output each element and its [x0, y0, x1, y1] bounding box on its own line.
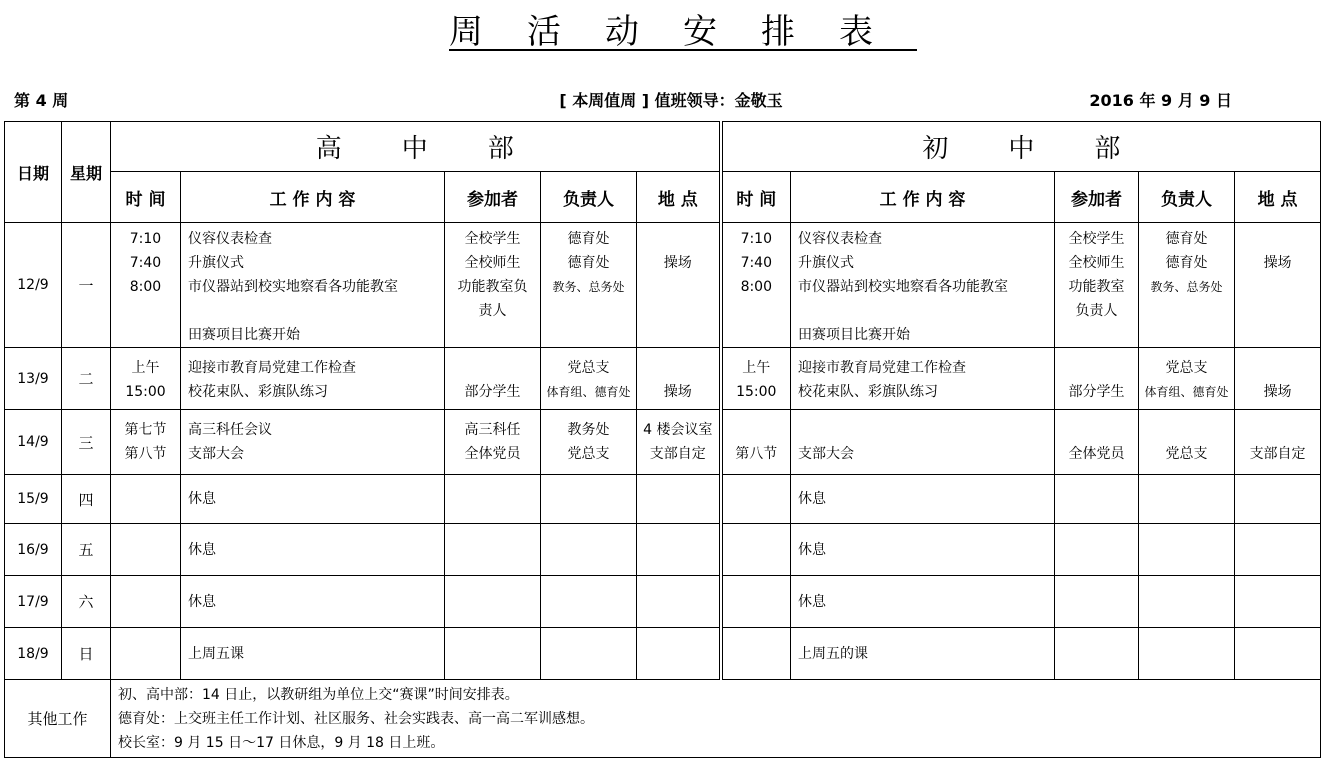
middle-participants-cell: [1055, 475, 1139, 524]
weekday-cell: 六: [62, 576, 111, 628]
header-middle-content: 工 作 内 容: [791, 172, 1055, 223]
middle-participants-cell: [1055, 576, 1139, 628]
other-work-line: 校长室：9 月 15 日～17 日休息，9 月 18 日上班。: [118, 734, 445, 751]
middle-time-line: 第八节: [735, 446, 778, 462]
middle-responsible-cell: [1139, 475, 1235, 524]
high-location-line: 4 楼会议室: [643, 422, 713, 438]
high-location-cell: [637, 410, 721, 475]
high-responsible-cell: [541, 223, 637, 348]
high-participants-cell: [445, 475, 541, 524]
date-cell: 14/9: [5, 410, 62, 475]
high-responsible-line: 德育处: [567, 231, 610, 247]
high-content-line: 仪容仪表检查: [188, 231, 272, 247]
other-work-line: 初、高中部：14 日止，以教研组为单位上交“赛课”时间安排表。: [118, 686, 519, 703]
high-participants-cell: [445, 524, 541, 576]
middle-responsible-cell: [1139, 524, 1235, 576]
middle-responsible-line: 教务、总务处: [1150, 280, 1223, 294]
middle-time-cell: [721, 475, 791, 524]
header-middle-school: 初中部: [721, 122, 1321, 172]
high-location-cell: [637, 628, 721, 680]
other-work-line: 德育处：上交班主任工作计划、社区服务、社会实践表、高一高二军训感想。: [118, 710, 594, 727]
high-content-line: 迎接市教育局党建工作检查: [188, 360, 356, 376]
high-location-cell: [637, 524, 721, 576]
middle-responsible-line: 党总支: [1165, 360, 1208, 376]
middle-participants-line: 全校学生: [1068, 231, 1125, 247]
middle-participants-line: 部分学生: [1068, 384, 1125, 400]
high-content-line: 支部大会: [188, 446, 244, 462]
high-content-cell: [181, 348, 445, 410]
table-row: [5, 410, 1321, 475]
middle-responsible-cell: [1139, 628, 1235, 680]
high-participants-line: 全体党员: [464, 446, 521, 462]
date-cell: 15/9: [5, 475, 62, 524]
header-high-participants: 参加者: [445, 172, 541, 223]
middle-content-line: 市仪器站到校实地察看各功能教室: [798, 279, 1009, 295]
middle-content-cell: [791, 348, 1055, 410]
high-participants-cell: [445, 223, 541, 348]
high-responsible-line: 教务处: [567, 422, 610, 438]
middle-location-cell: [1235, 223, 1321, 348]
table-row: [5, 223, 1321, 348]
high-content-line: 休息: [188, 491, 216, 507]
middle-content-line: 休息: [798, 541, 827, 558]
weekday-cell: 一: [62, 223, 111, 348]
high-participants-line: 部分学生: [464, 384, 521, 400]
table-row: [5, 524, 1321, 576]
other-work-content: [111, 680, 1321, 758]
high-content-cell: [181, 223, 445, 348]
high-time-cell: [111, 628, 181, 680]
header-middle-time: 时 间: [721, 172, 791, 223]
header-high-school: 高中部: [111, 122, 721, 172]
middle-time-line: 7:10: [740, 231, 773, 247]
high-responsible-cell: [541, 475, 637, 524]
header-middle-location: 地 点: [1235, 172, 1321, 223]
middle-participants-line: [1055, 356, 1138, 380]
other-work-label: 其他工作: [5, 680, 111, 758]
high-content-line: 升旗仪式: [188, 255, 244, 271]
middle-content-line: 上周五的课: [798, 645, 869, 662]
high-location-line: 支部自定: [649, 446, 706, 462]
high-responsible-cell: [541, 348, 637, 410]
weekday-cell: 三: [62, 410, 111, 475]
date-cell: 17/9: [5, 576, 62, 628]
middle-participants-cell: [1055, 410, 1139, 475]
middle-content-line: 休息: [798, 491, 827, 507]
middle-content-cell: [791, 628, 1055, 680]
high-time-line: 7:10: [129, 231, 162, 247]
high-time-cell: [111, 576, 181, 628]
high-responsible-line: 教务、总务处: [552, 280, 625, 294]
middle-responsible-cell: [1139, 576, 1235, 628]
table-row: [5, 576, 1321, 628]
date-cell: 12/9: [5, 223, 62, 348]
high-content-cell: [181, 410, 445, 475]
middle-content-line: 仪容仪表检查: [798, 231, 883, 247]
middle-participants-line: 全体党员: [1068, 446, 1125, 462]
high-content-line: 田赛项目比赛开始: [188, 327, 300, 343]
high-responsible-line: 党总支: [567, 360, 610, 376]
high-location-line: [637, 356, 719, 380]
high-time-cell: [111, 410, 181, 475]
weekday-cell: 二: [62, 348, 111, 410]
middle-content-cell: [791, 524, 1055, 576]
high-content-line: 休息: [188, 541, 216, 558]
high-time-cell: [111, 475, 181, 524]
middle-content-line: 田赛项目比赛开始: [798, 327, 911, 343]
middle-responsible-line: 体育组、德育处: [1144, 385, 1229, 399]
table-row: [5, 628, 1321, 680]
high-participants-line: 责人: [478, 303, 507, 319]
middle-content-line: 校花束队、彩旗队练习: [798, 384, 939, 400]
middle-content-cell: [791, 410, 1055, 475]
high-content-line: [188, 299, 444, 323]
middle-content-cell: [791, 475, 1055, 524]
middle-time-cell: [721, 223, 791, 348]
high-responsible-line: 体育组、德育处: [546, 385, 631, 399]
high-location-line: 操场: [663, 255, 692, 271]
middle-location-line: [1235, 418, 1320, 442]
middle-participants-cell: [1055, 348, 1139, 410]
middle-participants-line: 功能教室: [1068, 279, 1125, 295]
high-responsible-line: 德育处: [567, 255, 610, 271]
header-high-location: 地 点: [637, 172, 721, 223]
middle-participants-line: 全校师生: [1068, 255, 1125, 271]
middle-time-cell: [721, 576, 791, 628]
high-content-cell: [181, 576, 445, 628]
high-content-cell: [181, 628, 445, 680]
high-content-line: 上周五课: [188, 645, 244, 662]
middle-time-cell: [721, 524, 791, 576]
table-row: [5, 475, 1321, 524]
high-participants-line: 功能教室负: [457, 279, 528, 295]
middle-content-line: [798, 299, 1054, 323]
middle-location-cell: [1235, 348, 1321, 410]
middle-responsible-cell: [1139, 223, 1235, 348]
middle-participants-cell: [1055, 524, 1139, 576]
high-content-line: 休息: [188, 593, 216, 610]
middle-content-cell: [791, 223, 1055, 348]
weekday-cell: 五: [62, 524, 111, 576]
high-responsible-cell: [541, 524, 637, 576]
high-responsible-cell: [541, 410, 637, 475]
middle-responsible-cell: [1139, 348, 1235, 410]
middle-content-line: 迎接市教育局党建工作检查: [798, 360, 967, 376]
middle-time-line: 7:40: [740, 255, 773, 271]
high-time-line: 第八节: [124, 446, 167, 462]
middle-participants-cell: [1055, 223, 1139, 348]
header-high-time: 时 间: [111, 172, 181, 223]
middle-content-line: 支部大会: [798, 446, 855, 462]
high-content-line: 校花束队、彩旗队练习: [188, 384, 328, 400]
high-location-cell: [637, 576, 721, 628]
high-responsible-line: 党总支: [567, 446, 610, 462]
high-time-line: 上午: [131, 360, 160, 376]
header-weekday: 星期: [62, 122, 111, 223]
middle-location-line: 操场: [1263, 384, 1292, 400]
high-participants-line: [445, 356, 540, 380]
header-middle-participants: 参加者: [1055, 172, 1139, 223]
high-content-cell: [181, 475, 445, 524]
header-date: 日期: [5, 122, 62, 223]
high-location-cell: [637, 475, 721, 524]
high-time-line: 15:00: [125, 384, 166, 400]
high-responsible-cell: [541, 576, 637, 628]
high-content-line: 高三科任会议: [188, 422, 272, 438]
schedule-table: [4, 121, 1321, 758]
week-number: 第 4 周: [14, 91, 69, 110]
weekday-cell: 日: [62, 628, 111, 680]
middle-content-line: 升旗仪式: [798, 255, 855, 271]
duty-leader: [ 本周值周 ] 值班领导：金敬玉: [559, 91, 783, 110]
high-location-cell: [637, 223, 721, 348]
high-time-cell: [111, 348, 181, 410]
header-high-responsible: 负责人: [541, 172, 637, 223]
high-responsible-cell: [541, 628, 637, 680]
middle-time-cell: [721, 410, 791, 475]
high-participants-line: 高三科任: [464, 422, 521, 438]
date-cell: 16/9: [5, 524, 62, 576]
middle-responsible-cell: [1139, 410, 1235, 475]
date-cell: 18/9: [5, 628, 62, 680]
header-middle-responsible: 负责人: [1139, 172, 1235, 223]
middle-time-line: 15:00: [736, 384, 777, 400]
middle-location-cell: [1235, 524, 1321, 576]
high-time-line: 7:40: [129, 255, 162, 271]
high-participants-cell: [445, 348, 541, 410]
table-row: [5, 348, 1321, 410]
high-time-line: 8:00: [129, 279, 162, 295]
other-work-row: [5, 680, 1321, 758]
high-content-cell: [181, 524, 445, 576]
middle-content-line: [798, 418, 1054, 442]
middle-responsible-line: 党总支: [1165, 446, 1208, 462]
high-participants-cell: [445, 628, 541, 680]
date-cell: 13/9: [5, 348, 62, 410]
high-participants-line: 全校学生: [464, 231, 521, 247]
page-title: 周活动安排表: [449, 12, 917, 52]
middle-time-cell: [721, 628, 791, 680]
middle-content-cell: [791, 576, 1055, 628]
middle-location-cell: [1235, 628, 1321, 680]
middle-location-cell: [1235, 410, 1321, 475]
middle-responsible-line: [1139, 418, 1234, 442]
middle-content-line: 休息: [798, 593, 827, 610]
middle-participants-line: 负责人: [1075, 303, 1118, 319]
high-time-line: 第七节: [124, 422, 167, 438]
middle-responsible-line: 德育处: [1165, 231, 1208, 247]
issue-date: 2016 年 9 月 9 日: [1089, 91, 1232, 110]
weekday-cell: 四: [62, 475, 111, 524]
middle-location-line: 支部自定: [1249, 446, 1306, 462]
header-high-content: 工 作 内 容: [181, 172, 445, 223]
middle-time-line: [723, 418, 791, 442]
high-location-line: 操场: [663, 384, 692, 400]
high-participants-cell: [445, 576, 541, 628]
middle-participants-line: [1055, 418, 1138, 442]
middle-time-line: 8:00: [740, 279, 773, 295]
high-time-cell: [111, 223, 181, 348]
high-participants-cell: [445, 410, 541, 475]
middle-location-cell: [1235, 576, 1321, 628]
middle-participants-cell: [1055, 628, 1139, 680]
high-location-cell: [637, 348, 721, 410]
middle-time-line: 上午: [742, 360, 771, 376]
high-content-line: 市仪器站到校实地察看各功能教室: [188, 279, 398, 295]
high-participants-line: 全校师生: [464, 255, 521, 271]
middle-location-line: [1235, 356, 1320, 380]
high-time-cell: [111, 524, 181, 576]
middle-location-line: 操场: [1263, 255, 1292, 271]
middle-time-cell: [721, 348, 791, 410]
middle-responsible-line: 德育处: [1165, 255, 1208, 271]
middle-location-cell: [1235, 475, 1321, 524]
